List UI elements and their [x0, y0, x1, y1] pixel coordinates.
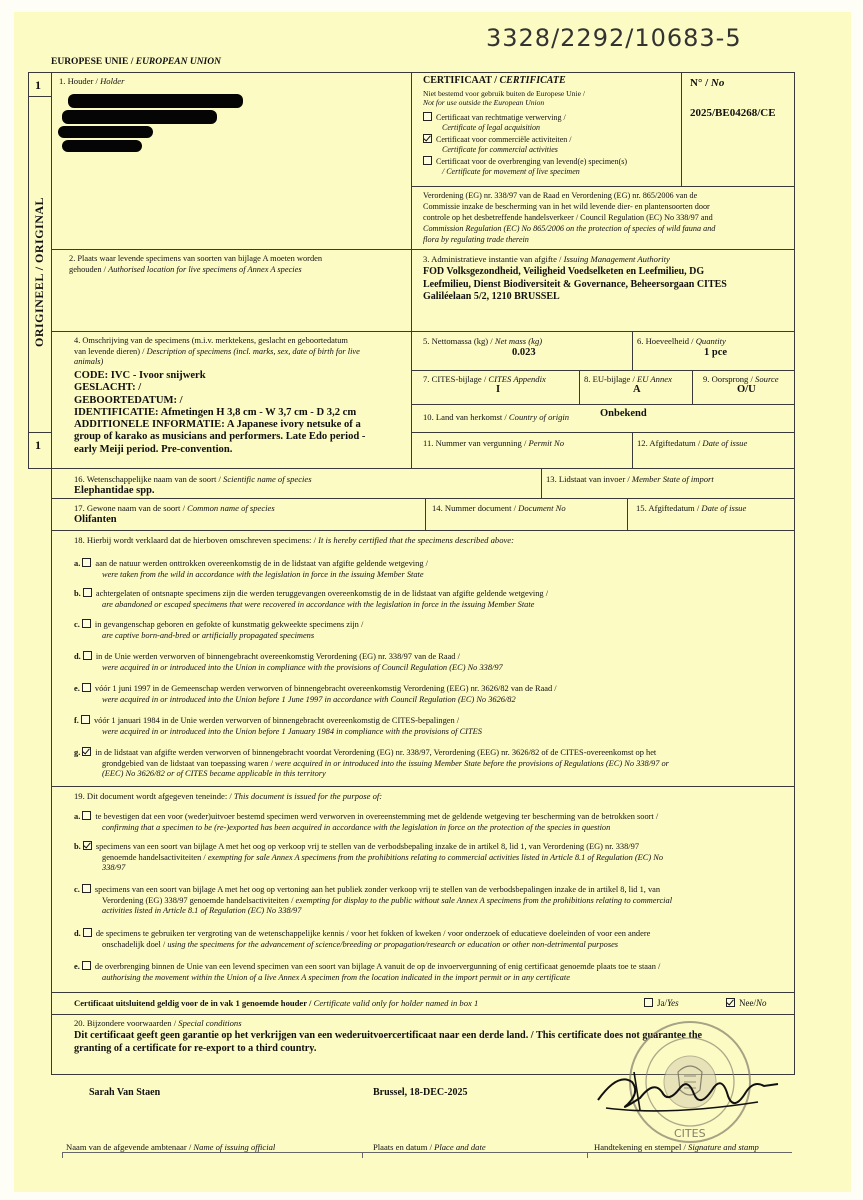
box2-label: 2. Plaats waar levende specimens van soorten van bijlage A moeten worden gehouden / Authorised location for live specimens of Annex A species [69, 254, 323, 274]
box14-label: 14. Nummer document / Document No [432, 503, 566, 513]
place-and-date: Brussel, 18-DEC-2025 [373, 1087, 468, 1098]
box1-marker-top: 1 [35, 78, 41, 92]
box1-marker-bottom: 1 [35, 438, 41, 452]
specimen-description: CODE: IVC - Ivoor snijwerk GESLACHT: / GEBOORTEDATUM: / IDENTIFICATIE: Afmetingen H 3,8 cm - W 3,7 cm - D 3,2 cm ADDITIONELE INFORMATIE: A Japanese ivory netsuke of a group of karako as musicians and performers. Late Edo period - early Meiji period. Pre-convention. [74, 370, 366, 455]
box18-f-checkbox[interactable] [81, 715, 90, 724]
box4-label: 4. Omschrijving van de specimens (m.i.v. merktekens, geslacht en geboortedatum van levende dieren) / Description of specimens (incl. marks, sex, date of birth for live animals) [74, 336, 360, 366]
certificate-note: Niet bestemd voor gebruik buiten de Europese Unie / Not for use outside the European Union [423, 89, 585, 107]
box19-item-b: b. specimens van een soort van bijlage A met het oog op verkoop vrij te stellen van de verbodsbepaling inzake de in artikel 8, lid 1, van Verordening (EG) nr. 338/97 genoemde handelsactiviteiten / exempting for sale Annex A specimens from the prohibitions relating to commercial activities listed in Article 8.1 of Regulation (EC) No 338/97 [74, 842, 664, 872]
validity-no-checkbox[interactable] [726, 998, 735, 1007]
footer-place-label: Plaats en datum / Place and date [373, 1142, 486, 1152]
certificate-type-3-checkbox[interactable] [423, 156, 432, 165]
issuing-official: Sarah Van Staen [89, 1087, 161, 1098]
box19-c-checkbox[interactable] [82, 884, 91, 893]
certificate-title: CERTIFICAAT / CERTIFICATE [423, 75, 566, 86]
box18-g-checkbox[interactable] [82, 747, 91, 756]
issuing-authority: FOD Volksgezondheid, Veiligheid Voedselketen en Leefmilieu, DG Leefmilieu, Dienst Biodiversiteit & Governance, Beheersorgaan CITES Galiléelaan 5/2, 1210 BRUSSEL [423, 266, 727, 302]
box12-label: 12. Afgiftedatum / Date of issue [637, 438, 748, 448]
stamp-text: CITES [674, 1127, 706, 1140]
number-label: N° / No [690, 77, 725, 89]
box1-label: 1. Houder / Holder [59, 76, 125, 86]
box19-e-checkbox[interactable] [82, 961, 91, 970]
box11-label: 11. Nummer van vergunning / Permit No [423, 438, 565, 448]
box18-a-checkbox[interactable] [82, 558, 91, 567]
footer-signature-label: Handtekening en stempel / Signature and stamp [594, 1142, 759, 1152]
box19-item-a: a. te bevestigen dat een voor (weder)uitvoer bestemd specimen werd verworven in overeenstemming met de geldende wetgeving ter bescherming van de betrokken soort / confirming that a specimen to be (re-)exported has been acquired in accordance with the legislation in force on the protection of the species in question [74, 812, 659, 832]
box18-item-b: b. achtergelaten of ontsnapte specimens zijn die werden teruggevangen overeenkomstig de in de lidstaat van afgifte geldende wetgeving / are abandoned or escaped specimens that were recovered in accordance with the legislation in force in the issuing Member State [74, 589, 549, 609]
box7-label: 7. CITES-bijlage / CITES Appendix [423, 374, 546, 384]
box9-label: 9. Oorsprong / Source [703, 374, 779, 384]
certificate-type-2: Certificaat voor commerciële activiteiten / Certificate for commercial activities [423, 134, 572, 154]
box17-label: 17. Gewone naam van de soort / Common name of species [74, 503, 275, 513]
validity-yes-checkbox[interactable] [644, 998, 653, 1007]
footer-official-label: Naam van de afgevende ambtenaar / Name of issuing official [66, 1142, 276, 1152]
box15-label: 15. Afgiftedatum / Date of issue [636, 503, 747, 513]
handwritten-reference: 3328/2292/10683-5 [486, 24, 742, 52]
special-conditions: Dit certificaat geeft geen garantie op het verkrijgen van een wederuitvoercertificaat naar een derde land. / This certificate does not guarantee the granting of a certificate for re-export to a third country. [74, 1030, 703, 1054]
handwritten-signature [588, 1052, 788, 1122]
box19-b-checkbox[interactable] [83, 841, 92, 850]
common-name: Olifanten [74, 514, 117, 525]
certificate-document [14, 12, 851, 1192]
box19-label: 19. Dit document wordt afgegeven teneinde: / This document is issued for the purpose of: [74, 791, 383, 801]
box20-label: 20. Bijzondere voorwaarden / Special conditions [74, 1018, 242, 1028]
net-mass: 0.023 [512, 347, 536, 358]
box18-b-checkbox[interactable] [83, 588, 92, 597]
box19-item-e: e. de overbrenging binnen de Unie van een levend specimen van een soort van bijlage A vanuit de op de invoervergunning of enig certificaat genoemde plaats toe te staan / authorising the movement within the Union of a live Annex A specimen from the location indicated in the import permit or in any certificate [74, 962, 661, 982]
scientific-name: Elephantidae spp. [74, 485, 155, 496]
box19-a-checkbox[interactable] [82, 811, 91, 820]
certificate-type-1-checkbox[interactable] [423, 112, 432, 121]
certificate-type-2-checkbox[interactable] [423, 134, 432, 143]
box18-c-checkbox[interactable] [82, 619, 91, 628]
source: O/U [737, 384, 756, 395]
box18-item-f: f. vóór 1 januari 1984 in de Unie werden verworven of binnengebracht overeenkomstig de CITES-bepalingen / were acquired in or introduced into the Union before 1 January 1984 in compliance with the provisions of CITES [74, 716, 482, 736]
validity-no: Nee/No [726, 998, 767, 1008]
box5-label: 5. Nettomassa (kg) / Net mass (kg) [423, 336, 543, 346]
union-header: EUROPESE UNIE / EUROPEAN UNION [51, 57, 221, 67]
certificate-type-3: Certificaat voor de overbrenging van levend(e) specimen(s) / Certificate for movement of live specimen [423, 156, 627, 176]
quantity: 1 pce [704, 347, 728, 358]
box19-item-d: d. de specimens te gebruiken ter vergroting van de wetenschappelijke kennis / voor het fokken of kweken / voor onderzoek of educatieve doeleinden of voor een andere onschadelijk doel / using the specimens for the advancement of science/breeding or propagation/research or education or other non-detrimental purposes [74, 929, 651, 949]
certificate-number: 2025/BE04268/CE [690, 107, 776, 119]
box18-d-checkbox[interactable] [83, 651, 92, 660]
box8-label: 8. EU-bijlage / EU Annex [584, 374, 672, 384]
certificate-type-1: Certificaat van rechtmatige verwerving / Certificate of legal acquisition [423, 112, 566, 132]
box18-e-checkbox[interactable] [82, 683, 91, 692]
box6-label: 6. Hoeveelheid / Quantity [637, 336, 726, 346]
country-of-origin: Onbekend [600, 408, 647, 419]
validity-yes: Ja/Yes [644, 998, 679, 1008]
original-side-label: ORIGINEEL / ORIGINAL [32, 196, 46, 347]
regulation-text: Verordening (EG) nr. 338/97 van de Raad en Verordening (EG) nr. 865/2006 van de Commissie inzake de bescherming van in het wild levende dier- en plantensoorten door controle op het desbetreffende handelsverkeer / Council Regulation (EC) No 338/97 and Commission Regulation (EC) No 865/2006 on the protection of species of wild fauna and flora by regulating trade therein [423, 191, 716, 244]
box18-item-a: a. aan de natuur werden onttrokken overeenkomstig de in de lidstaat van afgifte geldende wetgeving / were taken from the wild in accordance with the legislation in force in the issuing Member State [74, 559, 428, 579]
box18-item-e: e. vóór 1 juni 1997 in de Gemeenschap werden verworven of binnengebracht overeenkomstig Verordening (EEG) nr. 3626/82 van de Raad / were acquired in or introduced into the Union before 1 June 1997 in accordance with Council Regulation (EC) No 3626/82 [74, 684, 557, 704]
box18-item-d: d. in de Unie werden verworven of binnengebracht overeenkomstig Verordening (EG) nr. 338/97 van de Raad / were acquired in or introduced into the Union in compliance with the provisions of Council Regulation (EC) No 338/97 [74, 652, 503, 672]
box13-label: 13. Lidstaat van invoer / Member State of import [546, 474, 714, 484]
box19-item-c: c. specimens van een soort van bijlage A met het oog op vertoning aan het publiek zonder verkoop vrij te stellen van de verbodsbepalingen inzake de in artikel 8, lid 1, van Verordening (EG) 338/97 genoemde handelsactiviteiten / exempting for display to the public without sale Annex A specimens from the prohibitions relating to commercial activities listed in Article 8.1 of Regulation (EC) No 338/97 [74, 885, 673, 915]
box10-label: 10. Land van herkomst / Country of origin [423, 412, 570, 422]
box16-label: 16. Wetenschappelijke naam van de soort / Scientific name of species [74, 474, 312, 484]
box18-label: 18. Hierbij wordt verklaard dat de hierboven omschreven specimens: / It is hereby certified that the specimens described above: [74, 535, 514, 545]
box18-item-c: c. in gevangenschap geboren en gefokte of kunstmatig gekweekte specimens zijn / are captive born-and-bred or artificially propagated specimens [74, 620, 364, 640]
eu-annex: A [633, 384, 641, 395]
cites-appendix: I [496, 384, 501, 395]
box19-d-checkbox[interactable] [83, 928, 92, 937]
validity-statement: Certificaat uitsluitend geldig voor de in vak 1 genoemde houder / Certificate valid only for holder named in box 1 [74, 998, 479, 1008]
box3-label: 3. Administratieve instantie van afgifte / Issuing Management Authority [423, 254, 670, 264]
box18-item-g: g. in de lidstaat van afgifte werden verworven of binnengebracht voordat Verordening (EG) nr. 338/97, Verordening (EEG) nr. 3626/82 of de CITES-overeenkomst op het grondgebied van de lidstaat van toepassing waren / were acquired in or introduced into the issuing Member State before the provisions of Regulations (EC) No 338/97 or (EEC) No 3626/82 or of CITES became applicable in this territory [74, 748, 669, 778]
